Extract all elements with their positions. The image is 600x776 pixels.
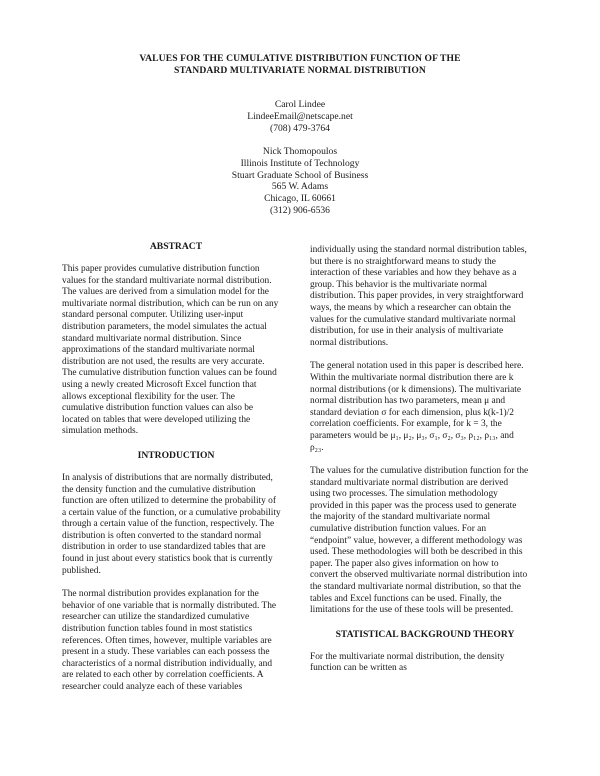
body-line: cumulative distribution function values. For an <box>310 524 487 535</box>
introduction-paragraph-2 <box>62 589 290 693</box>
intro-line: published. <box>62 565 101 576</box>
title-line-2: STANDARD MULTIVARIATE NORMAL DISTRIBUTION <box>174 65 426 76</box>
intro-line: distribution function tables found in most statistics <box>62 624 253 635</box>
abstract-line: standard personal computer. Utilizing user-input <box>62 310 244 321</box>
title-line-1: VALUES FOR THE CUMULATIVE DISTRIBUTION FUNCTION OF THE <box>139 53 461 64</box>
body-line: The values for the cumulative distribution function for the <box>310 466 529 477</box>
body-line: the standard multivariate normal distribution, so that the <box>310 582 521 593</box>
introduction-paragraph-1 <box>62 473 290 577</box>
intro-line: researcher could analyze each of these variables <box>62 682 243 692</box>
abstract-line: values for the standard multivariate normal distribution. <box>62 275 272 286</box>
intro-line: references. Often times, however, multiple variables are <box>62 635 272 646</box>
body-line: provided in this paper was the process used to generate <box>310 500 517 511</box>
intro-line: function are often utilized to determine the probability of <box>62 496 276 507</box>
intro-line: characteristics of a normal distribution individually, and <box>62 658 273 669</box>
intro-line: The normal distribution provides explanation for the <box>62 589 259 600</box>
author-block-2 <box>150 146 450 217</box>
abstract-line: The values are derived from a simulation model for the <box>62 287 269 298</box>
body-line: paper. The paper also gives information on how to <box>310 558 499 569</box>
abstract-line: simulation methods. <box>62 426 139 437</box>
abstract-line: multivariate normal distribution, which can be run on any <box>62 298 279 309</box>
intro-line: In analysis of distributions that are normally distributed, <box>62 472 273 483</box>
body-line: normal distributions (or k dimensions). The multivariate <box>310 384 521 395</box>
author-block-1 <box>150 99 450 134</box>
abstract-line: allows exceptional flexibility for the user. The <box>62 391 235 402</box>
body-line: but there is no straightforward means to study the <box>310 256 496 267</box>
body-line: The general notation used in this paper is described here. <box>310 361 524 372</box>
abstract-line: The cumulative distribution function values can be found <box>62 368 277 379</box>
author-2-school: Stuart Graduate School of Business <box>231 169 369 181</box>
body-line: ρ₂₃. <box>310 442 324 453</box>
intro-line: distribution is often converted to the standard normal <box>62 530 262 541</box>
body-line: values for the cumulative standard multivariate normal <box>310 314 516 325</box>
abstract-line: distribution are not used, the results are very accurate. <box>62 356 265 367</box>
intro-line: found in just about every statistics book that is currently <box>62 554 273 565</box>
body-line: ways, the means by which a researcher can obtain the <box>310 302 511 313</box>
right-paragraph-2 <box>310 361 540 454</box>
body-line: Within the multivariate normal distribution there are k <box>310 372 514 383</box>
intro-line: distribution in order to use standardized tables that are <box>62 542 266 553</box>
intro-line: researcher can utilize the standardized cumulative <box>62 612 250 623</box>
author-2-institution: Illinois Institute of Technology <box>240 157 360 169</box>
body-line: using two processes. The simulation methodology <box>310 489 498 500</box>
intro-line: are related to each other by correlation coefficients. A <box>62 670 264 681</box>
abstract-line: cumulative distribution function values can also be <box>62 403 254 414</box>
body-line: used. These methodologies will both be described in this <box>310 547 523 558</box>
body-line: distribution. This paper provides, in very straightforward <box>310 291 524 302</box>
body-line: tables and Excel functions can be used. Finally, the <box>310 593 502 604</box>
abstract-heading: ABSTRACT <box>149 241 203 252</box>
intro-line: a certain value of the function, or a cumulative probability <box>62 507 281 518</box>
body-line: group. This behavior is the multivariate normal <box>310 279 488 290</box>
body-line: normal distributions. <box>310 337 389 348</box>
introduction-heading: INTRODUCTION <box>137 449 215 461</box>
author-2-city: Chicago, IL 60661 <box>264 193 336 205</box>
author-1-phone: (708) 479-3764 <box>270 122 330 134</box>
author-2-street: 565 W. Adams <box>271 181 329 193</box>
left-column <box>62 241 290 706</box>
body-line: For the multivariate normal distribution, the density <box>310 651 505 662</box>
body-line: the majority of the standard multivariate normal <box>310 512 491 523</box>
right-paragraph-1 <box>310 245 540 349</box>
abstract-line: This paper provides cumulative distribution function <box>62 264 260 274</box>
intro-line: behavior of one variable that is normally distributed. The <box>62 600 277 611</box>
body-line: individually using the standard normal distribution tables, <box>310 245 527 255</box>
body-line: limitations for the use of these tools will be presented. <box>310 605 514 616</box>
abstract-paragraph <box>62 264 290 438</box>
body-line: standard deviation σ for each dimension, plus k(k-1)/2 <box>310 407 514 418</box>
author-2-name: Nick Thomopoulos <box>262 146 338 157</box>
body-line: function can be written as <box>310 663 407 674</box>
author-1-email: LindeeEmail@netscape.net <box>247 110 353 122</box>
abstract-line: approximations of the standard multivariate normal <box>62 345 255 356</box>
author-1-name: Carol Lindee <box>274 99 326 110</box>
abstract-line: using a newly created Microsoft Excel function that <box>62 379 257 390</box>
abstract-line: located on tables that were developed utilizing the <box>62 414 251 425</box>
body-line: standard multivariate normal distribution are derived <box>310 477 509 488</box>
body-line: normal distribution has two parameters, mean μ and <box>310 396 506 407</box>
body-line: interaction of these variables and how they behave as a <box>310 268 517 279</box>
body-line: correlation coefficients. For example, for k = 3, the <box>310 419 502 430</box>
body-line: “endpoint” value, however, a different methodology was <box>310 535 523 546</box>
right-column <box>310 245 540 687</box>
right-paragraph-4 <box>310 652 540 675</box>
statistical-background-heading: STATISTICAL BACKGROUND THEORY <box>335 628 515 640</box>
paper-title <box>60 53 540 77</box>
body-line: distribution, for use in their analysis of multivariate <box>310 326 504 337</box>
body-line: parameters would be μ₁, μ₂, μ₃, σ₁, σ₂, σ₃, ρ₁₂, ρ₁₃, and <box>310 430 514 441</box>
intro-line: present in a study. These variables can each possess the <box>62 647 270 658</box>
intro-line: through a certain value of the function, respectively. The <box>62 519 275 530</box>
abstract-line: distribution parameters, the model simulates the actual <box>62 321 267 332</box>
body-line: convert the observed multivariate normal distribution into <box>310 570 528 581</box>
right-paragraph-3 <box>310 466 540 617</box>
intro-line: the density function and the cumulative distribution <box>62 484 256 495</box>
author-2-phone: (312) 906-6536 <box>270 204 330 216</box>
abstract-line: standard multivariate normal distribution. Since <box>62 333 242 344</box>
